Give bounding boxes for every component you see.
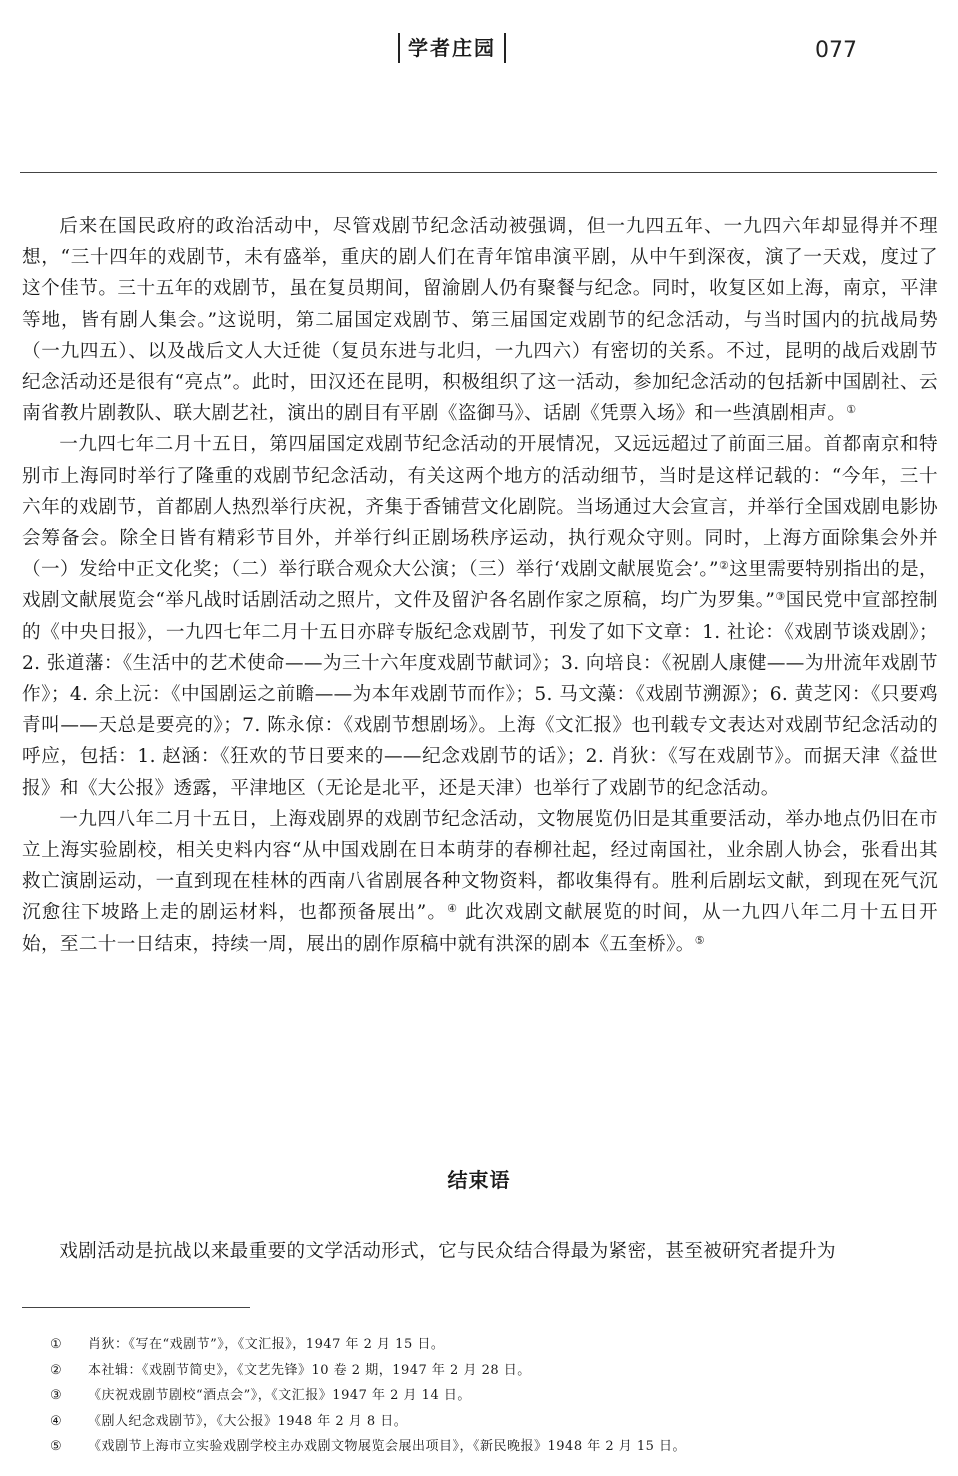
footnote xyxy=(50,1409,930,1435)
section-heading: 结束语 xyxy=(447,1168,511,1192)
footnote-ref: ⑤ xyxy=(694,933,705,947)
footnote-text: 肖狄：《写在“戏剧节”》，《文汇报》，1947 年 2 月 15 日。 xyxy=(88,1337,445,1352)
footnote-mark: ⑤ xyxy=(50,1439,63,1454)
footnote-ref: ② xyxy=(718,559,730,573)
footnote-divider xyxy=(22,1307,250,1308)
footnote-text: 《庆祝戏剧节剧校“酒点会”》，《文汇报》1947 年 2 月 14 日。 xyxy=(88,1388,471,1403)
closing-text xyxy=(22,1236,938,1267)
footnote-text: 《剧人纪念戏剧节》，《大公报》1948 年 2 月 8 日。 xyxy=(88,1413,408,1429)
footnote-mark: ③ xyxy=(50,1388,63,1403)
footnote xyxy=(50,1358,930,1384)
paragraph-text: 一九四八年二月十五日，上海戏剧界的戏剧节纪念活动，文物展览仍旧是其重要活动，举办地点仍旧在市立上海实验剧校，相关史料内容“从中国戏剧在日本萌芽的春柳社起，经过南国社，业余剧人协会，张看出其救亡演剧运动，一直到现在桂林的西南八省剧展各种文物资料，都收集得有。胜利后剧坛文献，到现在死气沉沉愈往下坡路上走的剧运材料，也都预备展出”。 xyxy=(22,808,938,924)
paragraph-text: 一九四七年二月十五日，第四届国定戏剧节纪念活动的开展情况，又远远超过了前面三届。首都南京和特别市上海同时举行了隆重的戏剧节纪念活动，有关这两个地方的活动细节，当时是这样记载的：“今年，三十六年的戏剧节，首都剧人热烈举行庆祝，齐集于香铺营文化剧院。当场通过大会宣言，并举行全国戏剧电影协会筹备会。除全日皆有精彩节目外，并举行纠正剧场秩序运动，执行观众守则。同时，上海方面除集会外并（一）发给中正文化奖；（二）举行联合观众大公演；（三）举行‘戏剧文献展览会’。” xyxy=(22,434,938,581)
paragraph-text: 国民党中宣部控制的《中央日报》，一九四七年二月十五日亦辟专版纪念戏剧节，刊发了如下文章：1. 社论：《戏剧节谈戏剧》；2. 张道藩：《生活中的艺术使命——为三十六年度戏剧节献词》；3. 向培良：《祝剧人康健——为卅流年戏剧节作》；4. 余上沅：《中国剧运之前瞻——为本年戏剧节而作》；5. 马文藻：《戏剧节溯源》；6. 黄芝冈：《只要鸡青叫——天总是要亮的》；7. 陈永倞：《戏剧节想剧场》。上海《文汇报》也刊载专文表达对戏剧节纪念活动的呼应，包括：1. 赵涵：《狂欢的节日要来的——纪念戏剧节的话》；2. 肖狄：《写在戏剧节》。而据天津《益世报》和《大公报》透露，平津地区（无论是北平，还是天津）也举行了戏剧节的纪念活动。 xyxy=(22,590,938,799)
footnote xyxy=(50,1383,930,1409)
body-text xyxy=(22,211,938,960)
paragraph xyxy=(22,804,938,960)
running-header xyxy=(0,30,958,70)
footnote-text: 《戏剧节上海市立实验戏剧学校主办戏剧文物展览会展出项目》，《新民晚报》1948 年 2 月 15 日。 xyxy=(88,1439,687,1454)
paragraph xyxy=(22,429,938,803)
footnote-mark: ① xyxy=(50,1337,63,1352)
footnote-ref: ④ xyxy=(447,902,459,916)
section-tag: 学者庄园 xyxy=(398,33,506,63)
footnote-ref: ① xyxy=(846,403,857,417)
footnote-mark: ② xyxy=(50,1362,63,1378)
footnote-mark: ④ xyxy=(50,1413,63,1429)
paragraph: 戏剧活动是抗战以来最重要的文学活动形式，它与民众结合得最为紧密，甚至被研究者提升为 xyxy=(59,1241,836,1262)
paragraph-text: 后来在国民政府的政治活动中，尽管戏剧节纪念活动被强调，但一九四五年、一九四六年却显得并不理想，“三十四年的戏剧节，未有盛举，重庆的剧人们在青年馆串演平剧，从中午到深夜，演了一天戏，度过了这个佳节。三十五年的戏剧节，虽在复员期间，留渝剧人仍有聚餐与纪念。同时，收复区如上海，南京，平津等地，皆有剧人集会。”这说明，第二届国定戏剧节、第三届国定戏剧节的纪念活动，与当时国内的抗战局势（一九四五）、以及战后文人大迁徙（复员东进与北归，一九四六）有密切的关系。不过，昆明的战后戏剧节纪念活动还是很有“亮点”。此时，田汉还在昆明，积极组织了这一活动，参加纪念活动的包括新中国剧社、云南省教片剧教队、联大剧艺社，演出的剧目有平剧《盗御马》、话剧《凭票入场》和一些滇剧相声。 xyxy=(22,216,938,425)
footnote-text: 本社辑：《戏剧节简史》，《文艺先锋》10 卷 2 期，1947 年 2 月 28 日。 xyxy=(88,1362,531,1378)
footnote xyxy=(50,1434,930,1460)
paragraph-text: 此次戏剧文献展览的时间，从一九四八年二月十五日开始，至二十一日结束，持续一周，展出的剧作原稿中就有洪深的剧本《五奎桥》。 xyxy=(22,902,938,955)
paragraph-text: 这里需要特别指出的是，戏剧文献展览会“举凡战时话剧活动之照片，文件及留沪各名剧作家之原稿，均广为罗集。” xyxy=(22,559,938,612)
footnotes xyxy=(50,1332,930,1460)
header-divider xyxy=(20,172,937,173)
footnote xyxy=(50,1332,930,1358)
paragraph xyxy=(22,211,938,429)
page-number: 077 xyxy=(815,38,857,63)
footnote-ref: ③ xyxy=(775,590,786,604)
